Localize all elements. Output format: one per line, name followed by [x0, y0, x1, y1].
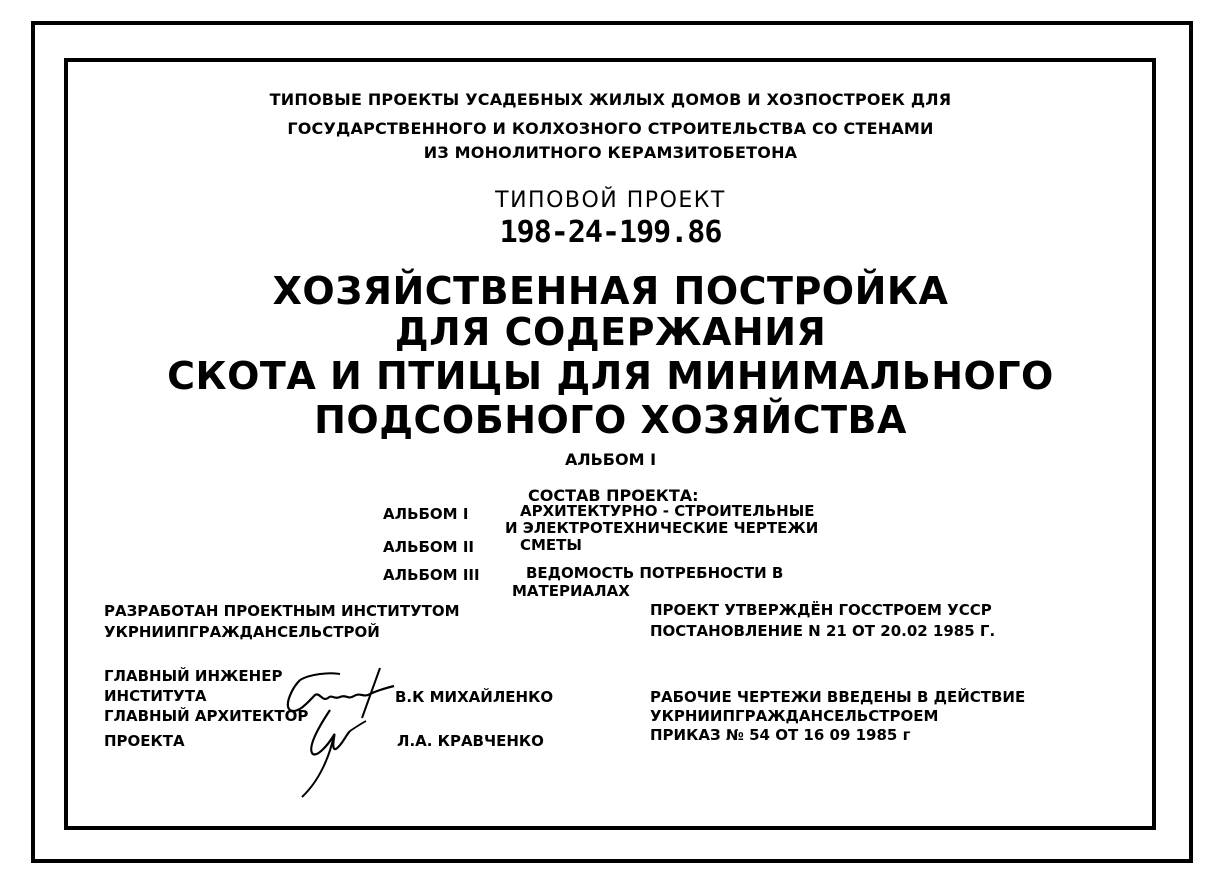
composition-heading: СОСТАВ ПРОЕКТА: — [528, 486, 699, 505]
chief-engineer-name: В.К МИХАЙЛЕНКО — [395, 688, 554, 706]
title-line-3: СКОТА И ПТИЦЫ ДЛЯ МИНИМАЛЬНОГО — [167, 354, 1054, 398]
developer-line-2: УКРНИИПГРАЖДАНСЕЛЬСТРОЙ — [104, 623, 380, 641]
series-line-1: ТИПОВЫЕ ПРОЕКТЫ УСАДЕБНЫХ ЖИЛЫХ ДОМОВ И ХОЗПОСТРОЕК ДЛЯ — [269, 90, 952, 109]
chief-engineer-title-2: ИНСТИТУТА — [104, 687, 207, 705]
composition-desc-3a: ВЕДОМОСТЬ ПОТРЕБНОСТИ В — [526, 564, 784, 582]
title-line-2: ДЛЯ СОДЕРЖАНИЯ — [394, 310, 827, 354]
approval-line-2: ПОСТАНОВЛЕНИЕ N 21 ОТ 20.02 1985 Г. — [650, 622, 996, 640]
working-drawings-line-1: РАБОЧИЕ ЧЕРТЕЖИ ВВЕДЕНЫ В ДЕЙСТВИЕ — [650, 688, 1026, 706]
composition-album-2: АЛЬБОМ II — [383, 538, 474, 556]
developer-line-1: РАЗРАБОТАН ПРОЕКТНЫМ ИНСТИТУТОМ — [104, 602, 460, 620]
working-drawings-line-3: ПРИКАЗ № 54 ОТ 16 09 1985 г — [650, 726, 911, 744]
chief-architect-signature — [290, 705, 370, 800]
composition-album-3: АЛЬБОМ III — [383, 566, 480, 584]
chief-architect-title-1: ГЛАВНЫЙ АРХИТЕКТОР — [104, 707, 309, 725]
composition-album-1: АЛЬБОМ I — [383, 505, 469, 523]
approval-line-1: ПРОЕКТ УТВЕРЖДЁН ГОССТРОЕМ УССР — [650, 601, 992, 619]
series-line-3: ИЗ МОНОЛИТНОГО КЕРАМЗИТОБЕТОНА — [423, 143, 798, 162]
project-code: 198-24-199.86 — [499, 215, 722, 250]
album-label: АЛЬБОМ I — [564, 450, 657, 469]
series-line-2: ГОСУДАРСТВЕННОГО И КОЛХОЗНОГО СТРОИТЕЛЬСТВА СО СТЕНАМИ — [287, 119, 934, 138]
chief-architect-title-2: ПРОЕКТА — [104, 732, 185, 750]
composition-desc-3b: МАТЕРИАЛАХ — [512, 582, 630, 600]
composition-desc-2: СМЕТЫ — [520, 536, 582, 554]
chief-engineer-title-1: ГЛАВНЫЙ ИНЖЕНЕР — [104, 667, 283, 685]
working-drawings-line-2: УКРНИИПГРАЖДАНСЕЛЬСТРОЕМ — [650, 707, 939, 725]
chief-architect-name: Л.А. КРАВЧЕНКО — [397, 732, 544, 750]
title-line-4: ПОДСОБНОГО ХОЗЯЙСТВА — [314, 398, 907, 442]
composition-desc-1a: АРХИТЕКТУРНО - СТРОИТЕЛЬНЫЕ — [520, 502, 815, 520]
title-line-1: ХОЗЯЙСТВЕННАЯ ПОСТРОЙКА — [272, 269, 949, 313]
project-label: ТИПОВОЙ ПРОЕКТ — [495, 188, 726, 213]
composition-desc-1b: И ЭЛЕКТРОТЕХНИЧЕСКИЕ ЧЕРТЕЖИ — [505, 519, 819, 537]
